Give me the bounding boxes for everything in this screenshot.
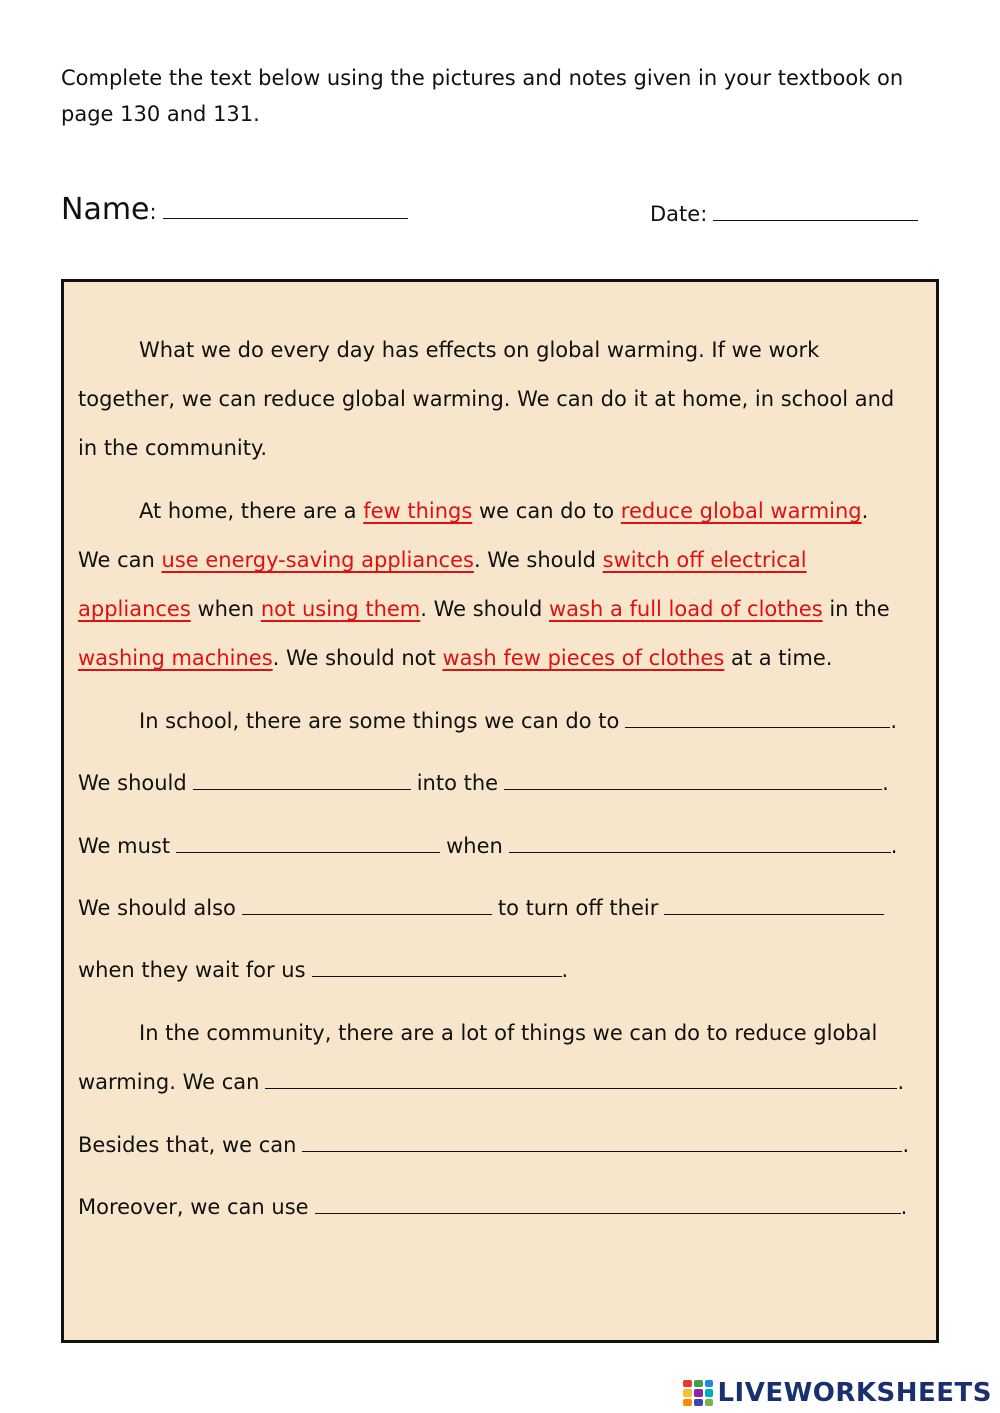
p3-line-5 xyxy=(78,958,568,982)
answer-blank[interactable] xyxy=(265,1070,897,1089)
text: . We should xyxy=(420,597,549,621)
logo-tile xyxy=(694,1399,703,1406)
text: We should also xyxy=(78,896,236,920)
text: when xyxy=(190,597,261,621)
p1-line-2: together, we can reduce global warming. We can do it at home, in school and xyxy=(78,387,895,411)
name-field xyxy=(61,192,408,227)
answer-blank[interactable]: not using them xyxy=(260,597,421,621)
p2-line-2 xyxy=(78,548,807,572)
text: . xyxy=(890,709,897,733)
text: in the xyxy=(822,597,890,621)
logo-tile xyxy=(705,1399,714,1406)
text: . xyxy=(561,958,569,982)
name-blank[interactable] xyxy=(163,200,408,219)
text: . xyxy=(882,771,889,795)
p3-line-2 xyxy=(78,771,889,795)
text: at a time. xyxy=(724,646,833,670)
p4-line-3 xyxy=(78,1133,909,1157)
worksheet-box xyxy=(61,279,939,1343)
answer-blank[interactable] xyxy=(315,1195,901,1214)
text: . We should xyxy=(473,548,603,572)
logo-tile xyxy=(705,1389,714,1396)
answer-blank[interactable] xyxy=(504,771,882,790)
text: to turn off their xyxy=(497,896,659,920)
answer-blank[interactable] xyxy=(302,1133,902,1152)
header-row xyxy=(61,192,941,242)
text: . xyxy=(900,1195,908,1219)
text: when xyxy=(446,834,503,858)
text: In school, there are some things we can do to xyxy=(139,709,620,733)
logo-tile xyxy=(705,1380,714,1387)
logo-tile xyxy=(694,1389,703,1396)
answer-blank[interactable] xyxy=(176,834,440,853)
answer-blank[interactable] xyxy=(312,958,562,977)
text: . We should not xyxy=(272,646,443,670)
answer-blank[interactable]: switch off electrical xyxy=(602,548,807,572)
p1-line-1: What we do every day has effects on global warming. If we work xyxy=(139,338,820,362)
text: We must xyxy=(78,834,171,858)
text: . xyxy=(897,1070,905,1094)
answer-blank[interactable]: wash a full load of clothes xyxy=(549,597,823,621)
logo-tile xyxy=(694,1380,703,1387)
date-label: Date: xyxy=(650,202,708,226)
p4-line-4 xyxy=(78,1195,907,1219)
p4-line-2 xyxy=(78,1070,904,1094)
text: into the xyxy=(416,771,499,795)
name-label: Name xyxy=(61,192,150,227)
text: Moreover, we can use xyxy=(78,1195,309,1219)
answer-blank[interactable] xyxy=(664,896,884,915)
answer-blank[interactable] xyxy=(242,896,492,915)
answer-blank[interactable]: appliances xyxy=(78,597,191,621)
name-colon: : xyxy=(149,200,157,224)
logo-tile xyxy=(683,1389,692,1396)
instructions: Complete the text below using the pictures and notes given in your textbook on page 130 and 131. xyxy=(61,66,904,126)
p4-line-1: In the community, there are a lot of things we can do to reduce global xyxy=(139,1021,878,1045)
answer-blank[interactable] xyxy=(625,709,890,728)
text: . xyxy=(861,499,869,523)
logo-tile xyxy=(683,1380,692,1387)
answer-blank[interactable]: wash few pieces of clothes xyxy=(442,646,725,670)
p2-line-1 xyxy=(139,499,868,523)
p3-line-4 xyxy=(78,896,884,920)
text: when they wait for us xyxy=(78,958,306,982)
p2-line-4 xyxy=(78,646,832,670)
text: . xyxy=(902,1133,910,1157)
logo-tile xyxy=(683,1399,692,1406)
answer-blank[interactable] xyxy=(509,834,891,853)
p3-line-1 xyxy=(139,709,897,733)
date-field xyxy=(650,202,918,226)
p2-line-3 xyxy=(78,597,890,621)
text: Besides that, we can xyxy=(78,1133,297,1157)
answer-blank[interactable] xyxy=(193,771,411,790)
text: We can xyxy=(78,548,162,572)
date-blank[interactable] xyxy=(713,202,918,221)
brand-name: LIVEWORKSHEETS xyxy=(717,1378,992,1408)
answer-blank[interactable]: washing machines xyxy=(78,646,273,670)
logo-mark-icon xyxy=(683,1380,713,1406)
answer-blank[interactable]: reduce global warming xyxy=(620,499,862,523)
text: At home, there are a xyxy=(139,499,364,523)
text: . xyxy=(890,834,898,858)
liveworksheets-logo xyxy=(683,1377,992,1409)
p1-line-3: in the community. xyxy=(78,436,268,460)
p3-line-3 xyxy=(78,834,897,858)
answer-blank[interactable]: use energy-saving appliances xyxy=(161,548,474,572)
text: warming. We can xyxy=(78,1070,260,1094)
answer-blank[interactable]: few things xyxy=(363,499,473,523)
text: We should xyxy=(78,771,187,795)
text: we can do to xyxy=(472,499,621,523)
